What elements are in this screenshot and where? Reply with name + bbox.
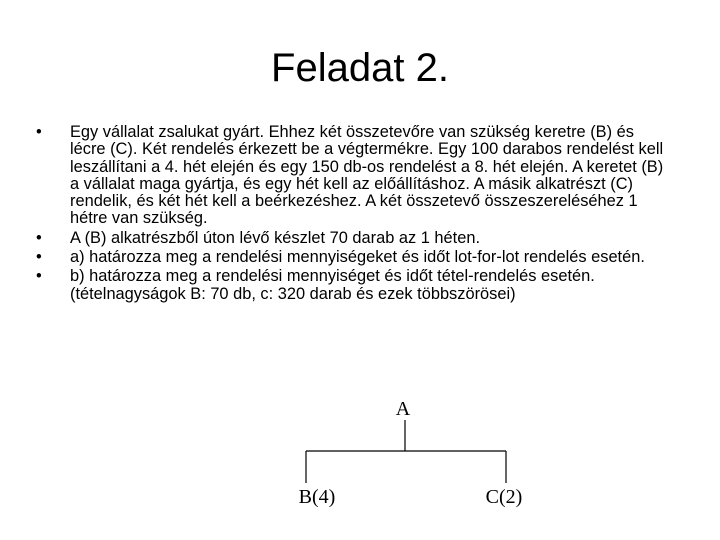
bom-tree-diagram [280, 393, 540, 513]
bullet-item [36, 230, 666, 247]
bullet-icon: • [36, 123, 42, 141]
bullet-icon: • [36, 248, 42, 267]
bullet-text: b) határozza meg a rendelési mennyiséget és időt tétel-rendelés esetén. (tételnagyságok B: 70 db, c: 320 darab és ezek többszörösei) [70, 267, 595, 303]
bullet-item [36, 249, 666, 266]
bullet-item [36, 124, 666, 228]
bullet-item [36, 268, 666, 303]
bom-root-node: A [395, 398, 411, 420]
bom-child-node-b: B(4) [298, 486, 336, 508]
bom-child-node-c: C(2) [485, 486, 523, 508]
bullet-text: a) határozza meg a rendelési mennyiségeket és időt lot-for-lot rendelés esetén. [70, 248, 645, 267]
slide-title: Feladat 2. [271, 46, 449, 90]
bullet-icon: • [36, 267, 42, 286]
bullet-list [36, 124, 666, 305]
bullet-icon: • [36, 228, 42, 247]
bullet-text: Egy vállalat zsalukat gyárt. Ehhez két összetevőre van szükség keretre (B) és lécre (C). Két rendelés érkezett be a végtermékre. Egy 100 darabos rendelést kell leszállítani a 4. hét elején és egy 150 db-os rendelést a 8. hét elején. A keretet (B) a vállalat maga gyártja, és egy hét kell az előállításhoz. A másik alkatrészt (C) rendelik, és két hét kell a beérkezéshez. A két összetevő összeszereléséhez 1 hétre van szükség. [70, 123, 664, 228]
bullet-text: A (B) alkatrészből úton lévő készlet 70 darab az 1 héten. [70, 228, 481, 247]
